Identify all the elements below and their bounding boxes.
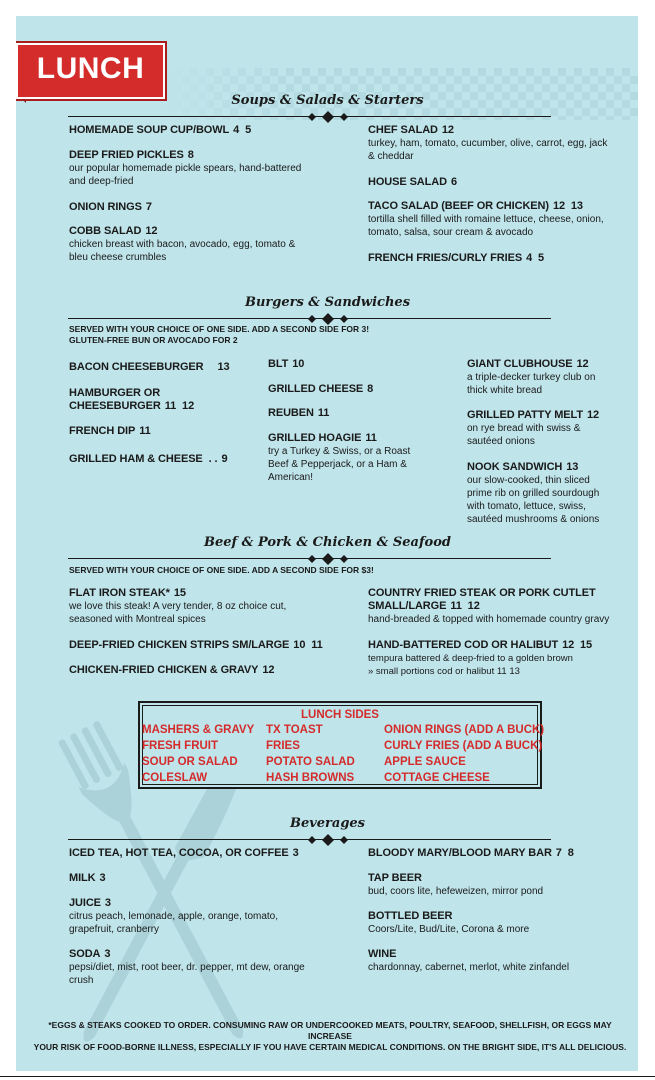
item-name: BLOODY MARY/BLOOD MARY BAR xyxy=(368,847,552,859)
menu-item xyxy=(467,358,595,397)
item-price: 12 xyxy=(262,664,275,676)
item-name: NOOK SANDWICH xyxy=(467,461,563,473)
menu-item xyxy=(69,847,299,860)
side-item: COTTAGE CHEESE xyxy=(384,772,490,784)
item-name: BLT xyxy=(268,358,289,370)
item-price: 3 xyxy=(104,897,111,909)
item-price: 8 xyxy=(187,149,194,161)
item-name: BACON CHEESEBURGER xyxy=(69,361,204,373)
item-price: 4 5 xyxy=(233,124,252,136)
bottom-rule xyxy=(0,1076,655,1077)
menu-item xyxy=(69,225,295,264)
item-description: citrus peach, lemonade, apple, orange, tomato, grapefruit, cranberry xyxy=(69,911,279,935)
section-title-beef: Beef & Pork & Chicken & Seafood xyxy=(204,535,451,550)
item-price: 8 xyxy=(367,383,374,395)
menu-item xyxy=(467,409,599,448)
item-price: 11 xyxy=(365,432,377,444)
side-item: TX TOAST xyxy=(266,724,323,736)
item-description: turkey, ham, tomato, cucumber, olive, carrot, egg, jack & cheddar xyxy=(368,138,608,162)
item-name: FRENCH FRIES/CURLY FRIES xyxy=(368,252,523,264)
menu-item xyxy=(467,461,599,526)
item-name: GIANT CLUBHOUSE xyxy=(467,358,573,370)
item-name: HAND-BATTERED COD OR HALIBUT xyxy=(368,639,559,651)
side-item: FRESH FRUIT xyxy=(142,740,219,752)
menu-item xyxy=(69,948,305,987)
menu-item xyxy=(368,948,569,974)
item-price: 12 xyxy=(441,124,454,136)
item-name: WINE xyxy=(368,948,397,960)
side-item: COLESLAW xyxy=(142,772,208,784)
menu-item xyxy=(368,847,574,860)
item-name: BOTTLED BEER xyxy=(368,910,453,922)
item-price: 12 13 xyxy=(552,200,583,212)
menu-item xyxy=(368,587,609,626)
item-name: JUICE xyxy=(69,897,101,909)
item-price: 3 xyxy=(104,948,111,960)
item-description: Coors/Lite, Bud/Lite, Corona & more xyxy=(368,924,530,935)
item-name: GRILLED HAM & CHEESE . . xyxy=(69,453,218,465)
item-name: SODA xyxy=(69,948,101,960)
menu-item xyxy=(69,664,274,677)
item-price: 11 xyxy=(139,425,151,437)
item-price: 12 xyxy=(576,358,589,370)
item-description: pepsi/diet, mist, root beer, dr. pepper, mt dew, orange crush xyxy=(69,962,305,986)
menu-item xyxy=(368,252,544,265)
item-name: TAP BEER xyxy=(368,872,422,884)
item-price: 3 xyxy=(292,847,299,859)
menu-item xyxy=(69,124,251,137)
side-item: MASHERS & GRAVY xyxy=(142,724,255,736)
menu-item xyxy=(268,383,373,396)
item-name: CHICKEN-FRIED CHICKEN & GRAVY xyxy=(69,664,259,676)
menu-item xyxy=(268,407,329,420)
menu-item xyxy=(368,872,543,898)
side-item: SOUP OR SALAD xyxy=(142,756,238,768)
item-name: REUBEN xyxy=(268,407,314,419)
item-description: chardonnay, cabernet, merlot, white zinfandel xyxy=(368,962,570,973)
item-description: our slow-cooked, thin sliced prime rib on grilled sourdough with tomato, lettuce, swiss, sautéed mushrooms & onions xyxy=(467,475,600,525)
item-price: 13 xyxy=(566,461,579,473)
menu-item xyxy=(368,124,607,163)
menu-item xyxy=(69,149,301,188)
section-title-soups: Soups & Salads & Starters xyxy=(231,93,424,108)
section-note: SERVED WITH YOUR CHOICE OF ONE SIDE. ADD A SECOND SIDE FOR 3! GLUTEN-FREE BUN OR AVOCADO FOR 2 xyxy=(69,324,370,345)
item-name: DEEP-FRIED CHICKEN STRIPS SM/LARGE xyxy=(69,639,290,651)
item-price: 12 xyxy=(586,409,599,421)
item-description: our popular homemade pickle spears, hand-battered and deep-fried xyxy=(69,163,302,187)
menu-item xyxy=(69,425,151,438)
section-title-beverages: Beverages xyxy=(289,816,366,831)
item-name: FLAT IRON STEAK* xyxy=(69,587,170,599)
item-description: tortilla shell filled with romaine lettuce, cheese, onion, tomato, salsa, sour cream & avocado xyxy=(368,214,604,238)
item-name: GRILLED CHEESE xyxy=(268,383,364,395)
item-price: 6 xyxy=(450,176,457,188)
section-title-burgers: Burgers & Sandwiches xyxy=(244,295,411,310)
item-description: chicken breast with bacon, avocado, egg, tomato & bleu cheese crumbles xyxy=(69,239,296,263)
item-price: 9 xyxy=(221,453,228,465)
menu-item xyxy=(69,361,230,374)
item-price: 7 8 xyxy=(555,847,574,859)
item-price: 11 12 xyxy=(164,400,195,412)
lunch-sides-box xyxy=(138,701,545,789)
item-price: 3 xyxy=(99,872,106,884)
diamond-ornament xyxy=(300,834,356,846)
menu-item xyxy=(69,897,278,936)
side-item: APPLE SAUCE xyxy=(384,756,466,768)
diamond-ornament xyxy=(300,553,356,565)
menu-item xyxy=(368,200,604,239)
item-price: 13 xyxy=(217,361,230,373)
menu-item xyxy=(268,358,304,371)
side-item: FRIES xyxy=(266,740,300,752)
item-name: HOUSE SALAD xyxy=(368,176,447,188)
side-item: CURLY FRIES (ADD A BUCK) xyxy=(384,740,543,752)
menu-item xyxy=(368,910,529,936)
item-name: HAMBURGER OR CHEESEBURGER xyxy=(69,387,161,412)
footer-disclaimer: *EGGS & STEAKS COOKED TO ORDER. CONSUMING RAW OR UNDERCOOKED MEATS, POULTRY, SEAFOOD, SHELLFISH, OR EGGS MAY INCREASE YOUR RISK OF FOOD-BORNE ILLNESS, ESPECIALLY IF YOU HAVE CERTAIN MEDICAL CONDITIONS. ON THE BRIGHT SIDE, IT'S ALL DELICIOUS. xyxy=(33,1020,627,1052)
menu-item xyxy=(368,639,592,678)
item-name: TACO SALAD (BEEF OR CHICKEN) xyxy=(368,200,549,212)
lunch-sides-title: LUNCH SIDES xyxy=(301,709,379,721)
side-item: HASH BROWNS xyxy=(266,772,355,784)
menu-item xyxy=(368,176,457,189)
item-description: bud, coors lite, hefeweizen, mirror pond xyxy=(368,886,544,897)
diamond-ornament xyxy=(300,111,356,123)
item-name: GRILLED PATTY MELT xyxy=(467,409,583,421)
item-description: tempura battered & deep-fried to a golden brown » small portions cod or halibut 11 13 xyxy=(368,653,573,677)
side-item: ONION RINGS (ADD A BUCK) xyxy=(384,724,545,736)
menu-item xyxy=(69,872,106,885)
item-price: 10 11 xyxy=(293,639,323,651)
menu-item xyxy=(69,453,228,466)
item-price: 10 xyxy=(292,358,305,370)
lunch-banner xyxy=(16,43,165,99)
item-price: 12 15 xyxy=(562,639,593,651)
item-name: DEEP FRIED PICKLES xyxy=(69,149,184,161)
menu-item xyxy=(69,201,152,214)
item-price: 12 xyxy=(145,225,158,237)
item-name: FRENCH DIP xyxy=(69,425,136,437)
item-description: a triple-decker turkey club on thick white bread xyxy=(467,372,596,396)
item-name: GRILLED HOAGIE xyxy=(268,432,362,444)
item-name: MILK xyxy=(69,872,96,884)
item-name: ONION RINGS xyxy=(69,201,142,213)
item-price: 11 xyxy=(317,407,330,419)
menu-item xyxy=(268,432,410,484)
item-name: CHEF SALAD xyxy=(368,124,438,136)
item-name: HOMEMADE SOUP CUP/BOWL xyxy=(69,124,230,136)
item-description: we love this steak! A very tender, 8 oz choice cut, seasoned with Montreal spices xyxy=(69,601,287,625)
page-title: LUNCH xyxy=(36,52,145,85)
item-price: 15 xyxy=(173,587,186,599)
menu-item xyxy=(69,587,286,626)
item-name: ICED TEA, HOT TEA, COCOA, OR COFFEE xyxy=(69,847,289,859)
item-description: try a Turkey & Swiss, or a Roast Beef & Pepperjack, or a Ham & American! xyxy=(268,446,411,483)
item-price: 4 5 xyxy=(526,252,545,264)
item-price: 11 12 xyxy=(450,600,480,612)
item-name: COUNTRY FRIED STEAK OR PORK CUTLET SMALL/LARGE xyxy=(368,587,596,612)
item-name: COBB SALAD xyxy=(69,225,142,237)
side-item: POTATO SALAD xyxy=(266,756,355,768)
section-note: SERVED WITH YOUR CHOICE OF ONE SIDE. ADD A SECOND SIDE FOR $3! xyxy=(69,565,374,575)
menu-item xyxy=(69,387,194,413)
item-description: on rye bread with swiss & sautéed onions xyxy=(467,423,581,447)
item-description: hand-breaded & topped with homemade country gravy xyxy=(368,614,610,625)
menu-item xyxy=(69,639,323,652)
item-price: 7 xyxy=(145,201,152,213)
